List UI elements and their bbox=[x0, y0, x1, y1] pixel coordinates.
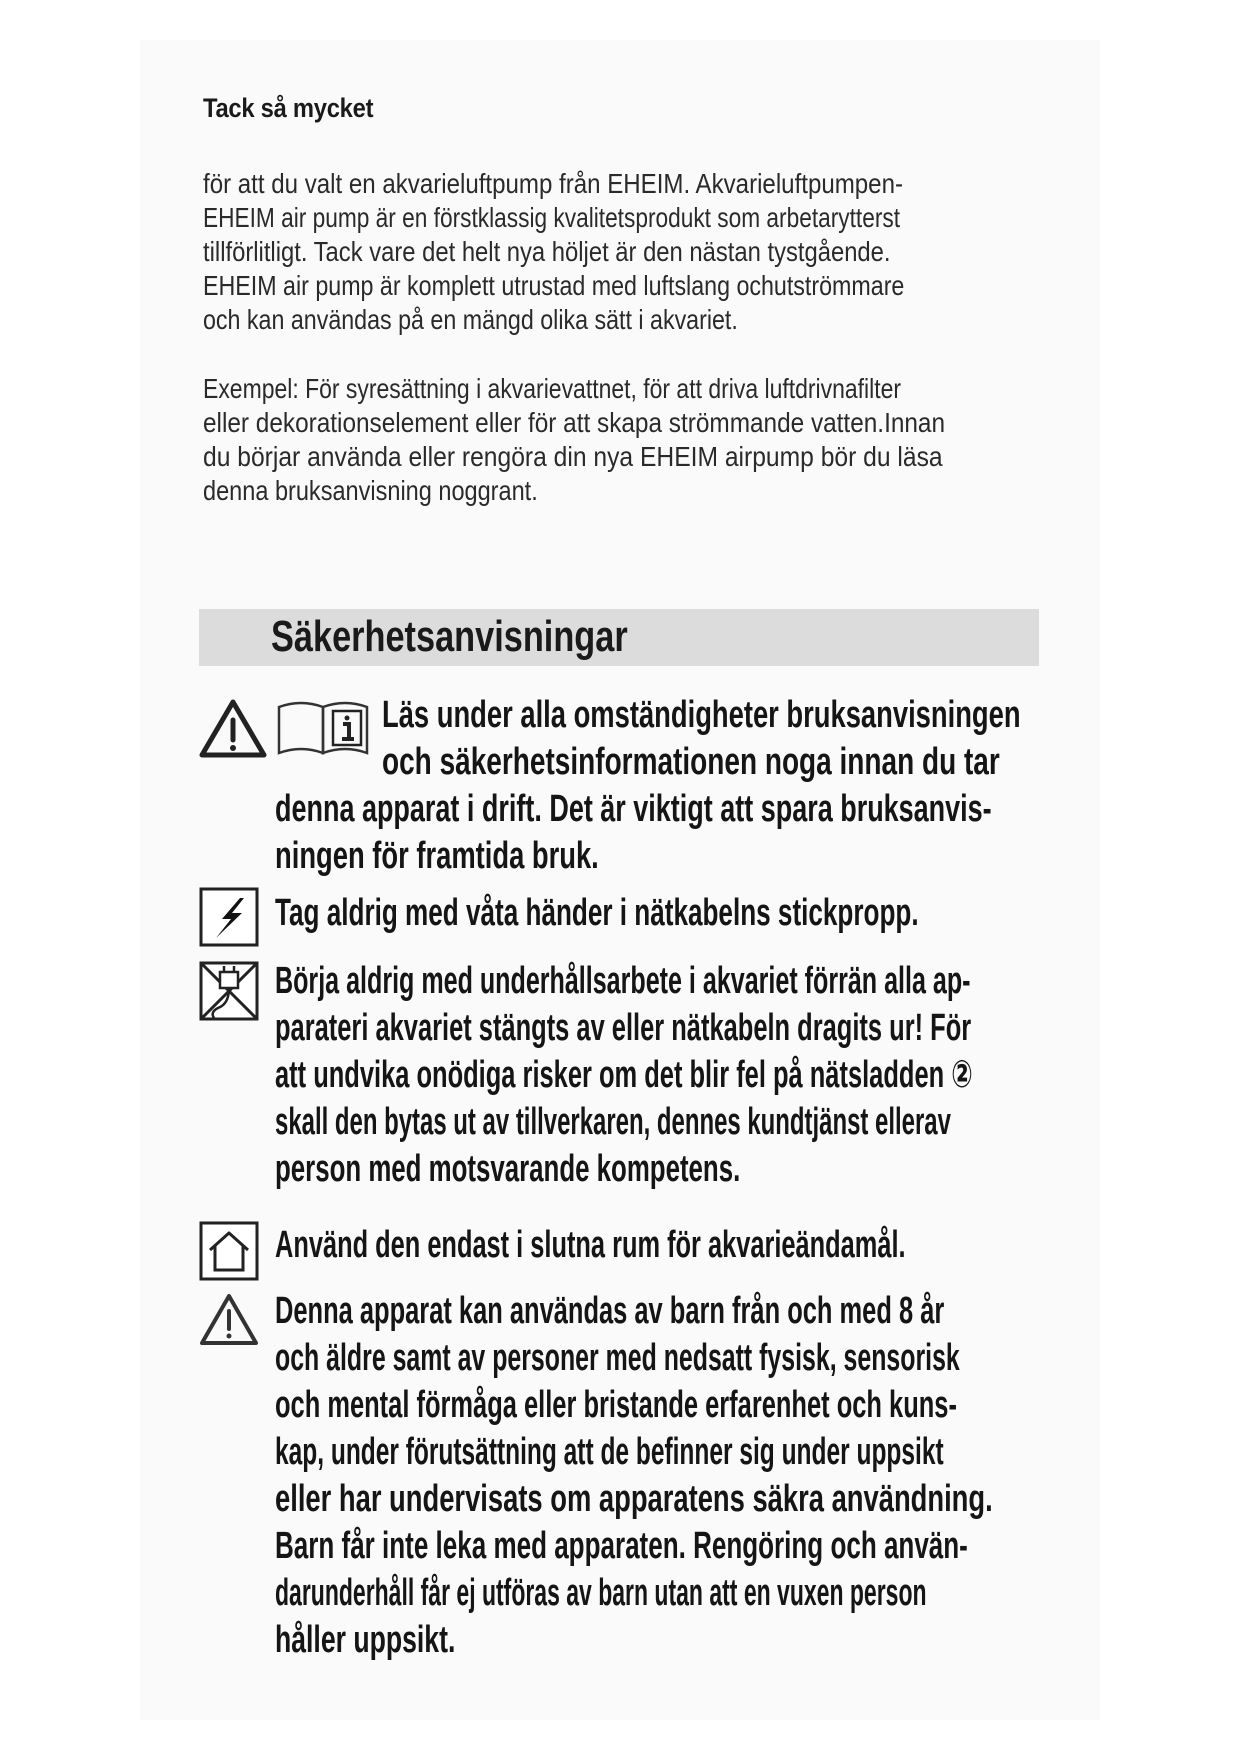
manual-info-icon bbox=[275, 697, 371, 759]
intro-paragraph-1 bbox=[203, 167, 1029, 337]
text-line: denna apparat i drift. Det är viktigt att spara bruksanvis- bbox=[275, 788, 992, 830]
text-line: tillförlitligt. Tack vare det helt nya höljet är den nästan tystgående. bbox=[203, 236, 891, 267]
section-heading: Säkerhetsanvisningar bbox=[271, 612, 628, 661]
text-line: person med motsvarande kompetens. bbox=[275, 1148, 741, 1190]
warning-triangle-icon bbox=[198, 1292, 260, 1348]
text-line: ningen för framtida bruk. bbox=[275, 835, 599, 877]
safety-item-5-text bbox=[275, 1288, 1241, 1664]
text-line: håller uppsikt. bbox=[275, 1619, 456, 1661]
text-line: EHEIM air pump är en förstklassig kvalitetsprodukt som arbetarytterst bbox=[203, 202, 901, 233]
text-line: darunderhåll får ej utföras av barn utan att en vuxen person bbox=[275, 1572, 927, 1614]
text-line: och mental förmåga eller bristande erfarenhet och kuns- bbox=[275, 1384, 957, 1426]
safety-item-4-text bbox=[275, 1222, 1219, 1269]
safety-item-1-lines-b bbox=[275, 786, 1241, 880]
text-line: Barn får inte leka med apparaten. Rengöring och använ- bbox=[275, 1525, 968, 1567]
text-line: EHEIM air pump är komplett utrustad med luftslang ochutströmmare bbox=[203, 270, 905, 301]
text-line: skall den bytas ut av tillverkaren, dennes kundtjänst ellerav bbox=[275, 1101, 951, 1143]
text-line: parateri akvariet stängts av eller nätkabeln dragits ur! För bbox=[275, 1007, 972, 1049]
text-line: denna bruksanvisning noggrant. bbox=[203, 475, 538, 506]
text-line: och säkerhetsinformationen noga innan du tar bbox=[382, 741, 1000, 783]
text-line: Tag aldrig med våta händer i nätkabelns stickpropp. bbox=[275, 892, 919, 934]
text-line: Använd den endast i slutna rum för akvarieändamål. bbox=[275, 1224, 906, 1266]
safety-item-3-text bbox=[275, 958, 1241, 1193]
text-line: kap, under förutsättning att de befinner sig under uppsikt bbox=[275, 1431, 944, 1473]
text-line: eller har undervisats om apparatens säkra användning. bbox=[275, 1478, 993, 1520]
text-line: Börja aldrig med underhållsarbete i akvariet förrän alla ap- bbox=[275, 960, 971, 1002]
text-line: Exempel: För syresättning i akvarievattnet, för att driva luftdrivnafilter bbox=[203, 373, 902, 404]
intro-paragraph-2 bbox=[203, 372, 1029, 508]
text-line: för att du valt en akvarieluftpump från EHEIM. Akvarieluftpumpen- bbox=[203, 168, 903, 199]
text-line: och kan användas på en mängd olika sätt i akvariet. bbox=[203, 304, 738, 335]
intro-title: Tack så mycket bbox=[203, 93, 374, 123]
text-line: och äldre samt av personer med nedsatt fysisk, sensorisk bbox=[275, 1337, 960, 1379]
electric-shock-icon bbox=[198, 886, 260, 948]
text-line: Denna apparat kan användas av barn från och med 8 år bbox=[275, 1290, 945, 1332]
unplug-icon bbox=[198, 960, 260, 1022]
text-line: Läs under alla omständigheter bruksanvisningen bbox=[382, 694, 1021, 736]
safety-item-1-lines-a bbox=[382, 692, 1241, 786]
text-line: eller dekorationselement eller för att skapa strömmande vatten.Innan bbox=[203, 407, 946, 438]
text-line: att undvika onödiga risker om det blir fel på nätsladden ② bbox=[275, 1054, 973, 1096]
text-line: du börjar använda eller rengöra din nya EHEIM airpump bör du läsa bbox=[203, 441, 943, 472]
safety-item-2-text bbox=[275, 890, 1212, 937]
warning-triangle-icon bbox=[198, 698, 268, 760]
indoor-house-icon bbox=[198, 1220, 260, 1282]
